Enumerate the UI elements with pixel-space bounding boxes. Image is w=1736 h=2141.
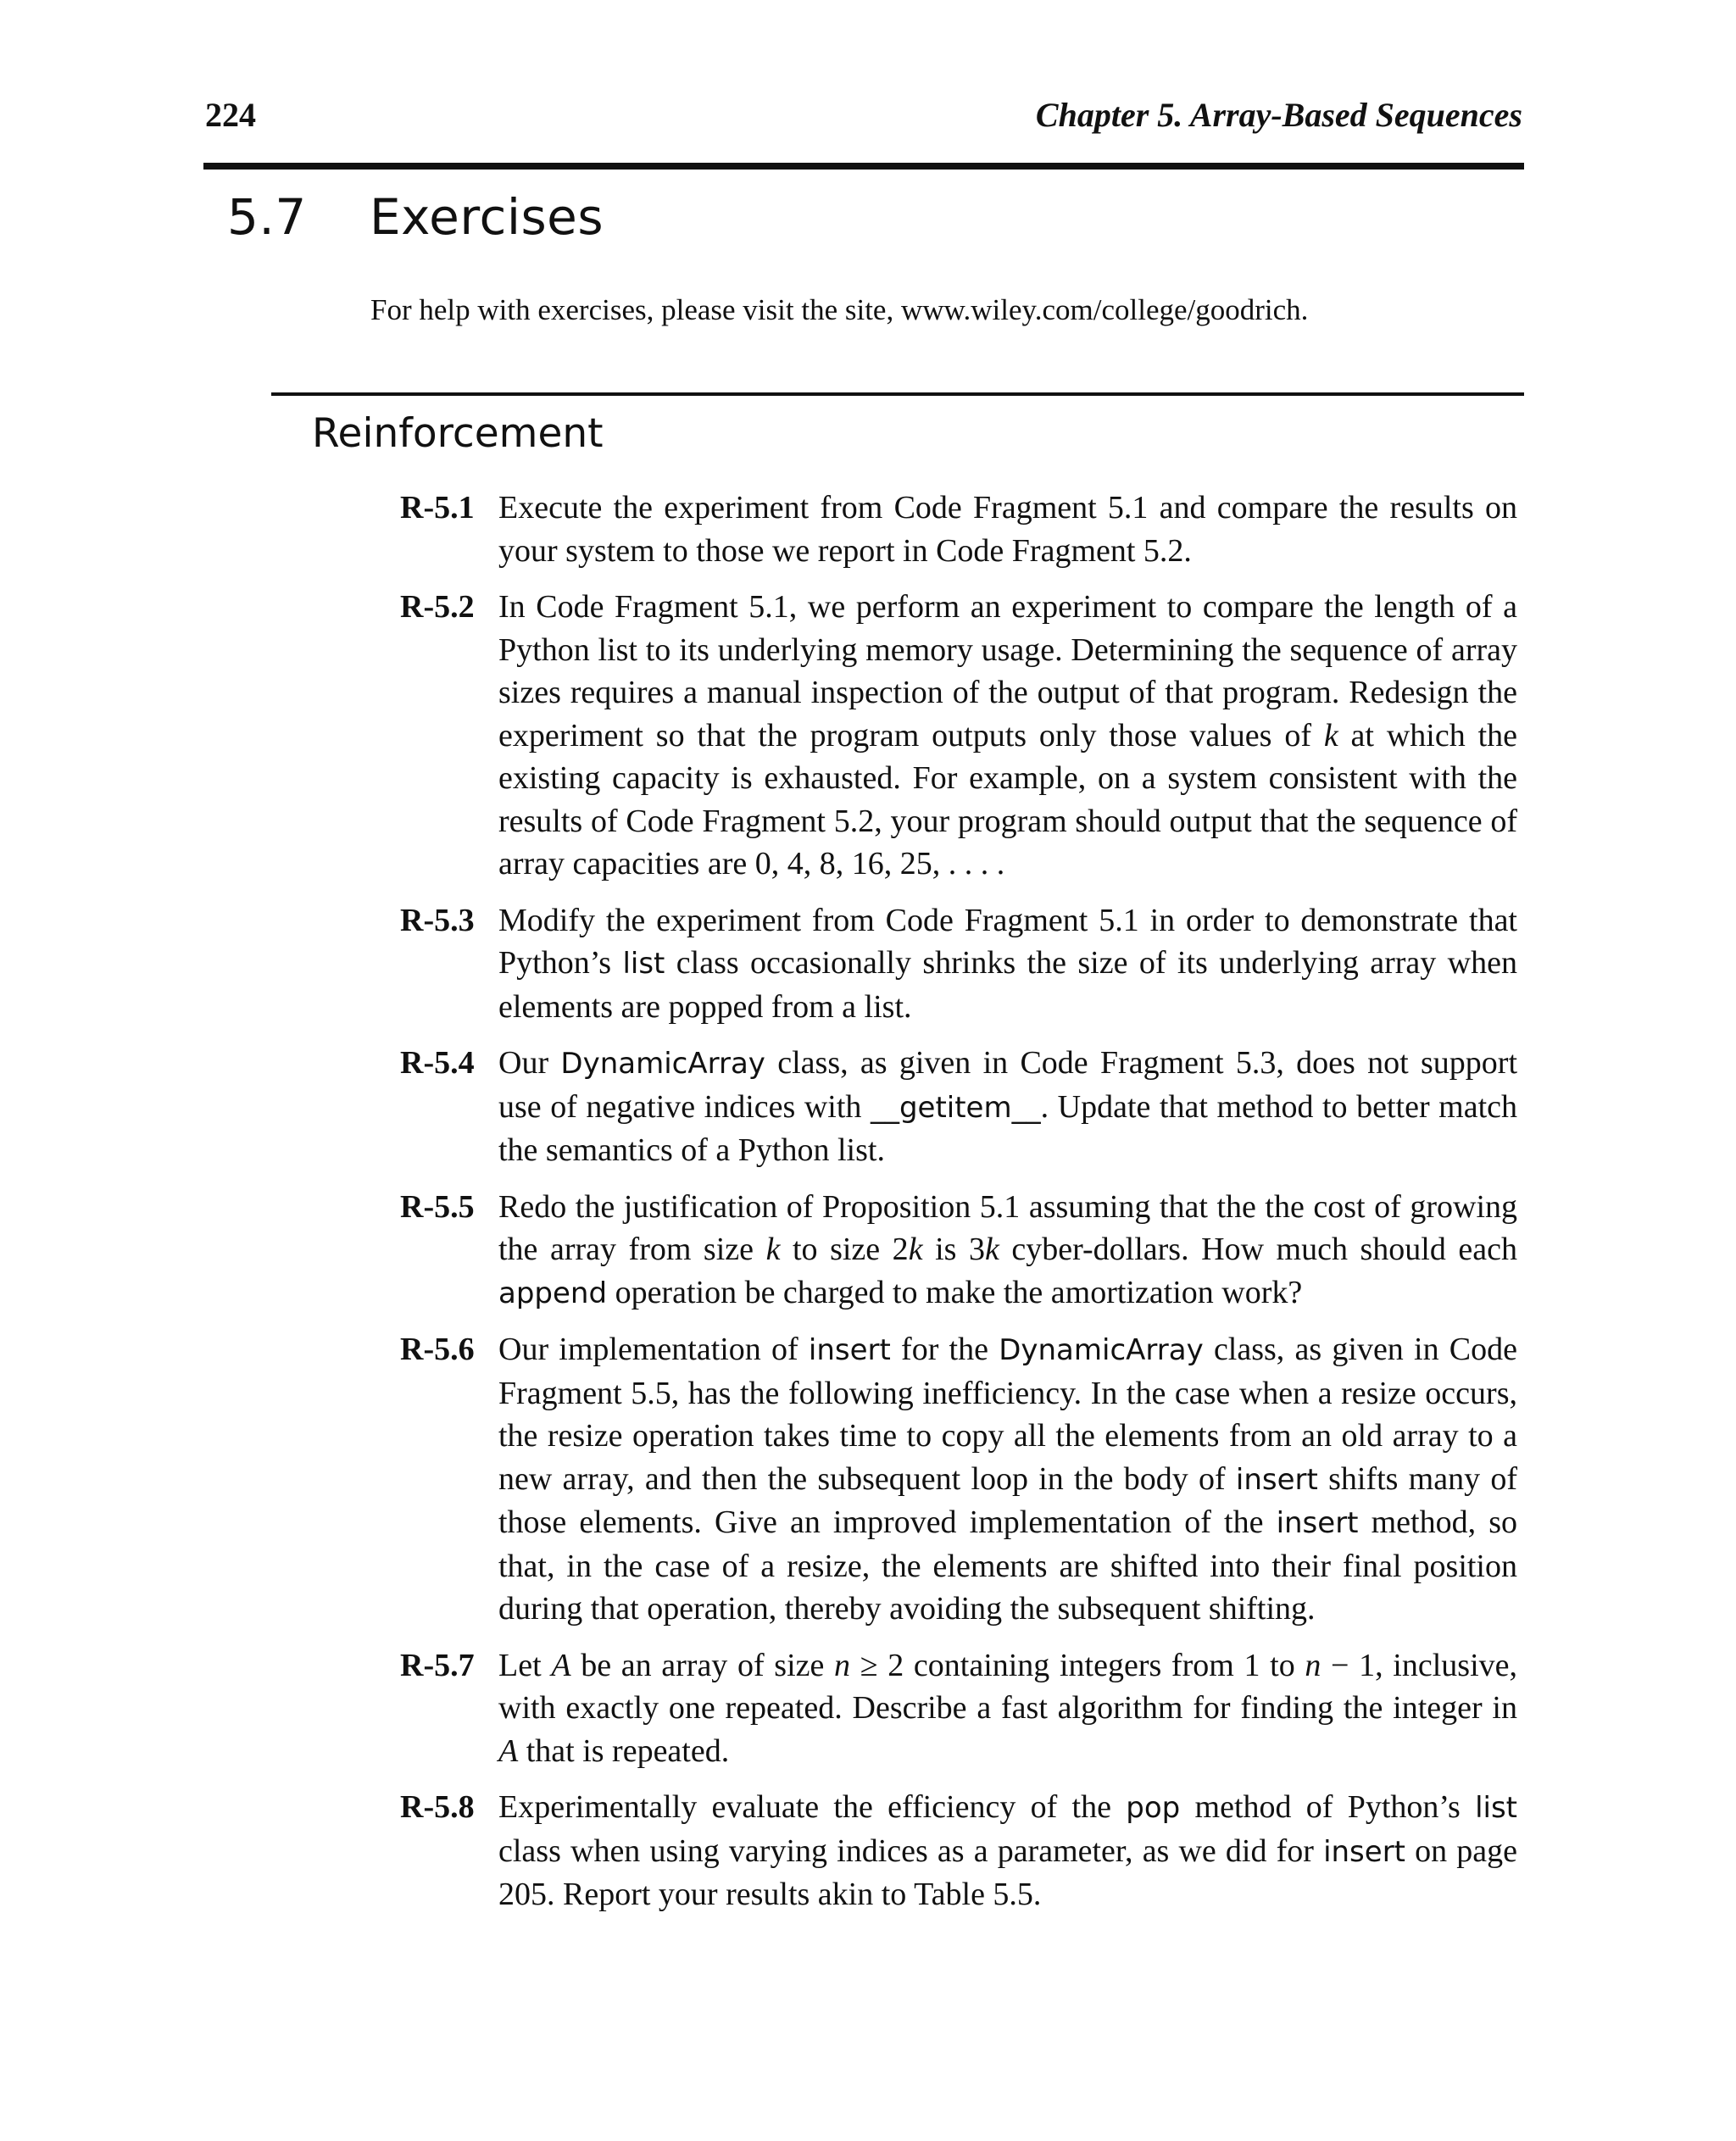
exercise-r-5-5 xyxy=(400,1186,1517,1315)
exercise-text: Our DynamicArray class, as given in Code Fragment 5.3, does not support use of negative indices with __getitem__. Update that method to better match the semantics of a Python list. xyxy=(498,1045,1517,1168)
exercise-list xyxy=(400,487,1517,1930)
exercise-text: Let A be an array of size n ≥ 2 containing integers from 1 to n − 1, inclusive, with exactly one repeated. Describe a fast algorithm for finding the integer in A that is repeated. xyxy=(498,1647,1518,1769)
header-rule xyxy=(203,163,1524,170)
subsection-rule xyxy=(271,392,1524,396)
running-head xyxy=(205,95,1522,135)
exercise-text: Our implementation of insert for the DynamicArray class, as given in Code Fragment 5.5, has the following inefficiency. In the case when a resize occurs, the resize operation takes time to copy all the elements from an old array to a new array, and then the subsequent loop in the body of insert shifts many of those elements. Give an improved implementation of the insert method, so that, in the case of a resize, the elements are shifted into their final position during that operation, thereby avoiding the subsequent shifting. xyxy=(498,1332,1517,1627)
exercise-r-5-7 xyxy=(400,1644,1517,1773)
exercise-r-5-1 xyxy=(400,487,1517,572)
chapter-title: Chapter 5. Array-Based Sequences xyxy=(1035,96,1522,134)
exercise-label: R-5.1 xyxy=(400,490,475,526)
exercise-text: Experimentally evaluate the efficiency of the pop method of Python’s list class when using varying indices as a parameter, as we did for insert on page 205. Report your results akin to Table 5.5. xyxy=(498,1789,1518,1912)
section-title: Exercises xyxy=(370,188,604,246)
exercise-label: R-5.8 xyxy=(400,1789,475,1825)
subsection-title: Reinforcement xyxy=(312,410,604,457)
page-number: 224 xyxy=(205,96,256,134)
exercise-text: Execute the experiment from Code Fragment 5.1 and compare the results on your system to those we report in Code Fragment 5.2. xyxy=(498,490,1517,569)
exercise-text: Modify the experiment from Code Fragment 5.1 in order to demonstrate that Python’s list class occasionally shrinks the size of its underlying array when elements are popped from a list. xyxy=(498,902,1517,1025)
exercise-r-5-8 xyxy=(400,1786,1517,1916)
exercise-r-5-3 xyxy=(400,899,1517,1029)
help-note: For help with exercises, please visit the site, www.wiley.com/college/goodrich. xyxy=(370,293,1309,326)
exercise-label: R-5.3 xyxy=(400,902,475,938)
section-heading xyxy=(227,188,604,246)
exercise-label: R-5.5 xyxy=(400,1188,475,1225)
exercise-r-5-4 xyxy=(400,1042,1517,1172)
exercise-text: Redo the justification of Proposition 5.1 assuming that the the cost of growing the array from size k to size 2k is 3k cyber-dollars. How much should each append operation be charged to make the amortization work? xyxy=(498,1188,1517,1310)
exercise-label: R-5.6 xyxy=(400,1332,475,1367)
exercise-text: In Code Fragment 5.1, we perform an experiment to compare the length of a Python list to its underlying memory usage. Determining the sequence of array sizes requires a manual inspection of the output of that program. Redesign the experiment so that the program outputs only those values of k at which the existing capacity is exhausted. For example, on a system consistent with the results of Code Fragment 5.2, your program should output that the sequence of array capacities are 0, 4, 8, 16, 25, . . . . xyxy=(498,589,1517,881)
exercise-r-5-6 xyxy=(400,1328,1517,1631)
exercise-label: R-5.4 xyxy=(400,1045,475,1081)
exercise-label: R-5.2 xyxy=(400,589,475,625)
exercise-r-5-2 xyxy=(400,586,1517,886)
exercise-label: R-5.7 xyxy=(400,1647,475,1683)
section-number: 5.7 xyxy=(227,188,307,246)
